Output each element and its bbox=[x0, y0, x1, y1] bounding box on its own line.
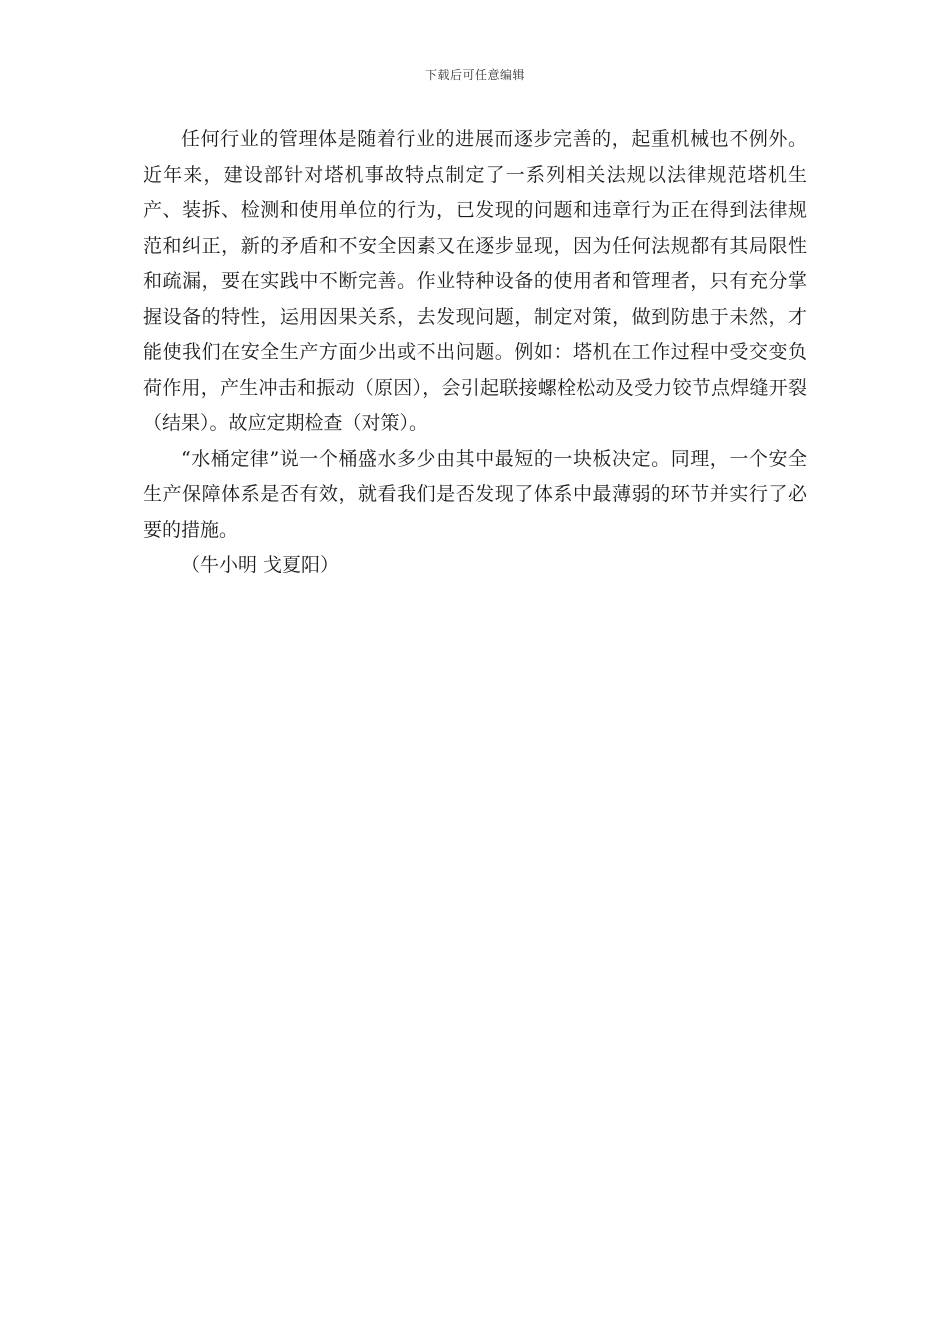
document-body bbox=[143, 122, 807, 584]
header-note: 下载后可任意编辑 bbox=[424, 68, 525, 82]
paragraph-management: 任何行业的管理体是随着行业的进展而逐步完善的，起重机械也不例外。近年来，建设部针对塔机事故特点制定了一系列相关法规以法律规范塔机生产、装拆、检测和使用单位的行为，已发现的问题和违章行为正在得到法律规范和纠正，新的矛盾和不安全因素又在逐步显现，因为任何法规都有其局限性和疏漏，要在实践中不断完善。作业特种设备的使用者和管理者，只有充分掌握设备的特性，运用因果关系，去发现问题，制定对策，做到防患于未然，才能使我们在安全生产方面少出或不出问题。例如：塔机在工作过程中受交变负荷作用，产生冲击和振动（原因），会引起联接螺栓松动及受力铰节点焊缝开裂（结果）。故应定期检查（对策）。 bbox=[143, 128, 807, 434]
paragraph-bucket-law: “水桶定律”说一个桶盛水多少由其中最短的一块板决定。同理，一个安全生产保障体系是否有效，就看我们是否发现了体系中最薄弱的环节并实行了必要的措施。 bbox=[143, 447, 807, 541]
author-line: （牛小明 戈夏阳） bbox=[181, 554, 340, 576]
